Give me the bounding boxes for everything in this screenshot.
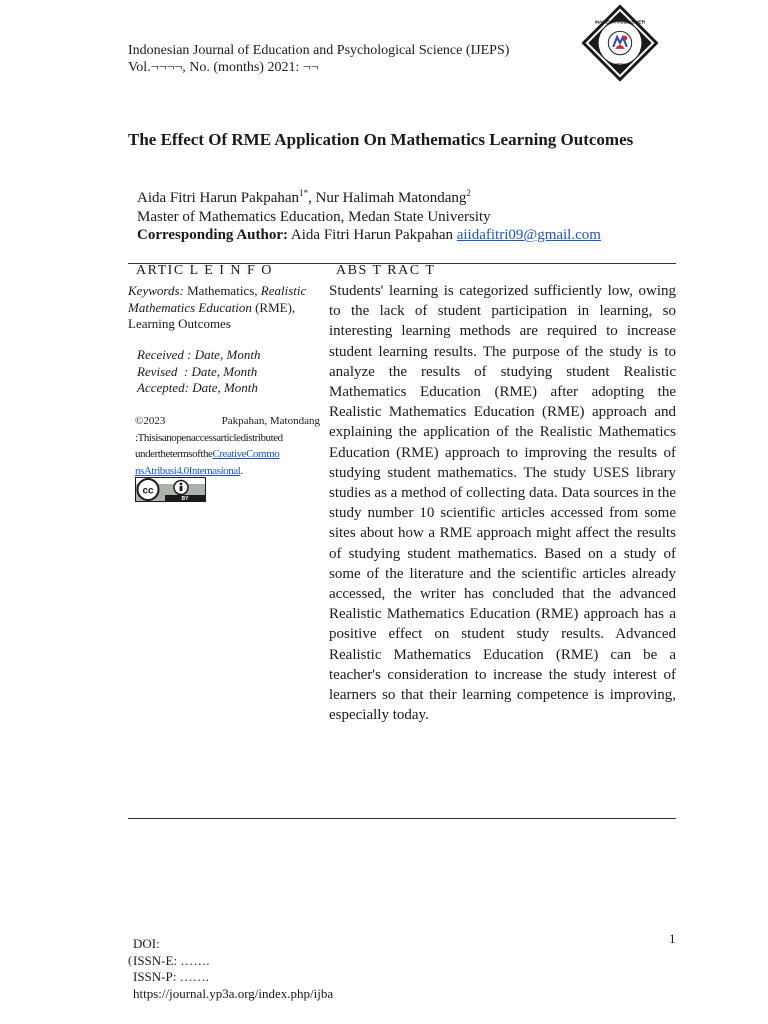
authors-block — [137, 189, 601, 245]
license-end: . — [240, 464, 243, 477]
author-1: Aida Fitri Harun Pakpahan — [137, 190, 300, 206]
issn-e: ISSN-E: ……. — [133, 952, 210, 968]
license-notice — [135, 413, 320, 479]
journal-header — [128, 42, 509, 76]
abstract-text: Students' learning is categorized sufficiently low, owing to the lack of student participation in learning, so interesting learning methods are required to increase student learning results. The purpose of the study is to analyze the results of studying student Realistic Mathematics Education (RME) after adopting the Realistic Mathematics Education (RME) approach and explaining the application of the Realistic Mathematics Education (RME) approach to improving the results of studying student mathematics. The study USES library studies as a method of collecting data. Data sources in the study number 10 scientific articles accessed from some sites about how a RME approach might affect the results of studying student mathematics. Based on a study of some of the literature and the scientific articles already accessed, the writer has concluded that the advanced Realistic Mathematics Education (RME) approach has a positive effect on student study results. Advanced Realistic Mathematics Education (RME) can be a teacher's consideration to increase the study interest of learners so that their learning competence is improving, especially today. — [329, 283, 676, 724]
journal-name: Indonesian Journal of Education and Psychological Science (IJEPS) — [128, 43, 510, 58]
corresponding-name: Aida Fitri Harun Pakpahan — [288, 227, 457, 243]
cc-by-text: BY — [181, 496, 189, 502]
cc-by-license-icon — [135, 477, 206, 502]
journal-url: https://journal.yp3a.org/index.php/ijba — [133, 985, 334, 1001]
corresponding-label: Corresponding Author: — [137, 227, 288, 243]
corresponding-author-line — [137, 226, 601, 245]
license-line-3 — [135, 446, 320, 463]
svg-text:cc: cc — [142, 485, 154, 497]
author-2: Nur Halimah Matondang — [315, 190, 467, 206]
author-separator: , — [308, 190, 316, 206]
article-info-heading: ARTIC L E I N F O — [136, 263, 273, 278]
article-dates — [137, 347, 260, 397]
keyword-2: Realistic Mathematics Education — [128, 283, 307, 315]
page-number: 1 — [669, 931, 676, 946]
revised-date: Revised : Date, Month — [137, 363, 258, 379]
license-prefix: underthetermsofthe — [135, 448, 213, 460]
keyword-1: Mathematics, — [183, 283, 261, 298]
publisher-logo — [581, 4, 659, 82]
issn-p: ISSN-P: ……. — [133, 969, 209, 984]
paper-title: The Effect Of RME Application On Mathematics Learning Outcomes — [128, 130, 634, 149]
author-2-sup: 2 — [466, 188, 471, 198]
keywords-label: Keywords: — [128, 283, 184, 298]
affiliation: Master of Mathematics Education, Medan State University — [137, 208, 491, 225]
logo-text-bottom: IJEPS — [613, 63, 627, 69]
email-link[interactable]: aiidafitri09@gmail.com — [456, 227, 601, 243]
copyright-names: Pakpahan, Matondang — [221, 415, 320, 427]
footer-paren: ( — [128, 953, 132, 967]
author-1-sup: 1* — [299, 188, 309, 198]
bottom-divider — [128, 818, 676, 819]
copyright-line — [135, 413, 320, 430]
journal-volume: Vol.¬¬¬¬, No. (months) 2021: ¬¬ — [128, 60, 319, 75]
license-link-part-1[interactable]: CreativeCommo — [212, 448, 280, 460]
keyword-3: (RME), Learning Outcomes — [128, 299, 296, 331]
doi: DOI: — [133, 936, 160, 951]
keywords — [128, 283, 328, 333]
logo-text-top: MAHESA PUBLISHER — [594, 20, 646, 26]
abstract-heading: ABS T RAC T — [336, 263, 436, 278]
license-link-part-2[interactable]: nsAtribusi4.0Internasional — [135, 464, 241, 477]
copyright-symbol: ©2023 — [135, 415, 166, 427]
footer — [128, 936, 334, 1002]
accepted-date: Accepted: Date, Month — [137, 380, 258, 395]
author-line — [137, 189, 601, 208]
received-date: Received : Date, Month — [137, 347, 261, 362]
license-line-2: :Thisisanopenaccessarticledistributed — [135, 431, 283, 444]
